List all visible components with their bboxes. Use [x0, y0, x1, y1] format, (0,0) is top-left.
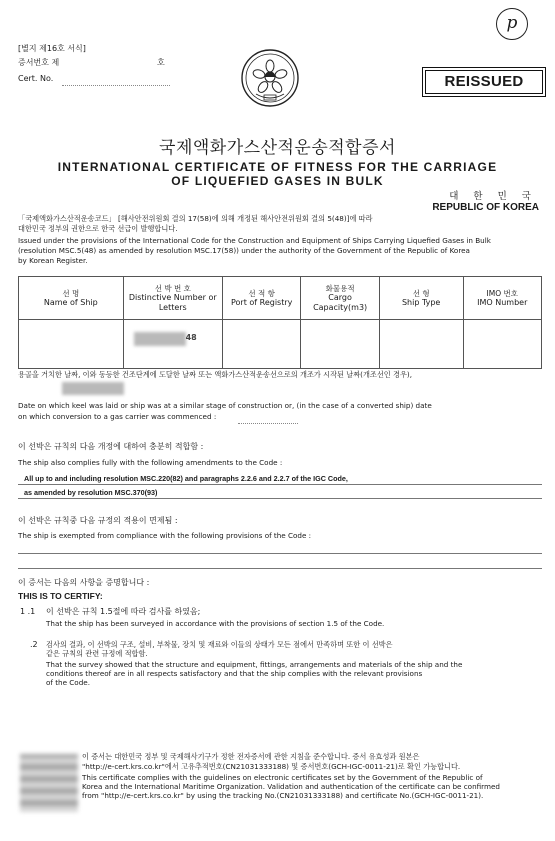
- cell-name-of-ship: [19, 320, 124, 369]
- country-korean: 대 한 민 국: [449, 191, 537, 202]
- distinctive-number-partial: 48: [185, 333, 197, 342]
- redacted-block: [134, 332, 186, 346]
- header-port-of-registry: 선 적 항 Port of Registry: [222, 277, 300, 320]
- keel-date-english-line2: on which conversion to a gas carrier was commenced :: [18, 412, 217, 421]
- exemption-line2: [18, 568, 542, 569]
- cert-no-kr-suffix: 호: [157, 58, 165, 67]
- certify-item2-korean-line2: 같은 규칙의 관련 규정에 적합함.: [46, 649, 148, 658]
- amendments-line1: [18, 484, 542, 485]
- title-korean: 국제액화가스산적운송적합증서: [159, 138, 396, 158]
- certify-item2-english-line1: That the survey showed that the structure and equipment, fittings, arrangements and materials of the ship and the: [46, 660, 463, 669]
- title-english-line1: INTERNATIONAL CERTIFICATE OF FITNESS FOR THE CARRIAGE: [57, 160, 498, 174]
- amendments-value-line1: All up to and including resolution MSC.220(82) and paragraphs 2.2.6 and 2.2.7 of the IGC Code,: [24, 474, 348, 483]
- header-name-of-ship: 선 명 Name of Ship: [19, 277, 124, 320]
- header-imo-number: IMO 번호 IMO Number: [463, 277, 542, 320]
- exemption-korean: 이 선박은 규칙중 다음 규정의 적용이 면제됨 :: [18, 516, 178, 525]
- exemption-english: The ship is exempted from compliance with the following provisions of the Code :: [18, 531, 312, 540]
- intro-korean-line2: 대한민국 정부의 권한으로 한국 선급이 발행합니다.: [18, 224, 178, 233]
- government-emblem-icon: [240, 48, 300, 108]
- country-english: REPUBLIC OF KOREA: [432, 202, 539, 213]
- certify-item2-korean-line1: 검사의 결과, 이 선박의 구조, 설비, 부착물, 장치 및 재료와 이들의 상태가 모든 점에서 만족하며 또한 이 선박은: [46, 640, 393, 649]
- title-english-line2: OF LIQUEFIED GASES IN BULK: [171, 174, 384, 188]
- intro-english-line2: (resolution MSC.5(48) as amended by resolution MSC.17(58)) under the authority of the Government of the Republic of Korea: [18, 246, 470, 255]
- certify-korean: 이 증서는 다음의 사항을 증명합니다 :: [18, 578, 150, 587]
- certify-item2-english-line2: conditions thereof are in all respects satisfactory and that the ship complies with the relevant provisions: [46, 669, 423, 678]
- ship-particulars-table: [18, 276, 542, 369]
- redacted-block: [62, 382, 124, 395]
- amendments-line2: [18, 498, 542, 499]
- certify-item2-number: .2: [30, 640, 38, 649]
- footer-korean-line2: "http://e-cert.krs.co.kr"에서 고유추적번호(CN21031333188) 및 증서번호(GCH-IGC-0011-21)로 확인 가능합니다.: [82, 762, 461, 771]
- form-number: [별지 제16호 서식]: [18, 44, 86, 53]
- page-mark: p: [506, 13, 518, 33]
- header-ship-type: 선 형 Ship Type: [379, 277, 463, 320]
- footer-english-line1: This certificate complies with the guidelines on electronic certificates set by the Government of the Republic of: [82, 773, 483, 782]
- cert-no-line: [62, 85, 170, 86]
- keel-date-line: [238, 423, 298, 424]
- header-distinctive-number: 선 박 번 호 Distinctive Number or Letters: [123, 277, 222, 320]
- certify-item2-english-line3: of the Code.: [46, 678, 90, 687]
- qr-code-redacted: [20, 754, 78, 812]
- exemption-line1: [18, 553, 542, 554]
- cell-cargo-capacity: [301, 320, 379, 369]
- table-row: [19, 320, 542, 369]
- reissued-stamp: REISSUED: [425, 70, 543, 94]
- page-mark-circle: [496, 8, 528, 40]
- footer-english-line3: from "http://e-cert.krs.co.kr" by using the tracking No.(CN21031333188) and certificate No.(GCH-IGC-0011-21).: [82, 791, 484, 800]
- cert-no-kr-label: 증서번호 제: [18, 58, 60, 67]
- footer-korean-line1: 이 증서는 대한민국 정부 및 국제해사기구가 정한 전자증서에 관한 지침을 준수합니다. 증서 유효성과 원본은: [82, 752, 420, 761]
- cell-port-of-registry: [222, 320, 300, 369]
- keel-date-korean: 용골을 거치한 날짜, 이와 동등한 건조단계에 도달한 날짜 또는 액화가스산적운송선으로의 개조가 시작된 날짜(개조선인 경우),: [18, 370, 412, 379]
- certify-english: THIS IS TO CERTIFY:: [18, 591, 103, 601]
- footer-english-line2: Korea and the International Maritime Organization. Validation and authentication of the certificate can be confirmed: [82, 782, 500, 791]
- intro-english-line3: by Korean Register.: [18, 256, 88, 265]
- header-cargo-capacity: 화물용적 Cargo Capacity(m3): [301, 277, 379, 320]
- cell-ship-type: [379, 320, 463, 369]
- amendments-korean: 이 선박은 규칙의 다음 개정에 대하여 충분히 적합함 :: [18, 442, 204, 451]
- keel-date-english-line1: Date on which keel was laid or ship was at a similar stage of construction or, (in the case of a converted ship) date: [18, 401, 432, 410]
- certify-item1-english: That the ship has been surveyed in accordance with the provisions of section 1.5 of the Code.: [46, 619, 385, 628]
- intro-korean-line1: 「국제액화가스산적운송코드」 [해사안전위원회 결의 17(58)에 의해 개정된 해사안전위원회 결의 5(48)]에 따라: [18, 214, 373, 223]
- intro-english-line1: Issued under the provisions of the International Code for the Construction and Equipment of Ships Carrying Liquefied Gases in Bulk: [18, 236, 491, 245]
- certify-item1-number: 1 .1: [20, 607, 36, 616]
- certify-item1-korean: 이 선박은 규칙 1.5절에 따라 검사를 하였음;: [46, 607, 201, 616]
- cell-imo-number: [463, 320, 542, 369]
- table-header-row: [19, 277, 542, 320]
- amendments-value-line2: as amended by resolution MSC.370(93): [24, 488, 158, 497]
- amendments-english: The ship also complies fully with the following amendments to the Code :: [18, 458, 283, 467]
- cert-no-en-label: Cert. No.: [18, 74, 54, 83]
- cell-distinctive-number: [123, 320, 222, 369]
